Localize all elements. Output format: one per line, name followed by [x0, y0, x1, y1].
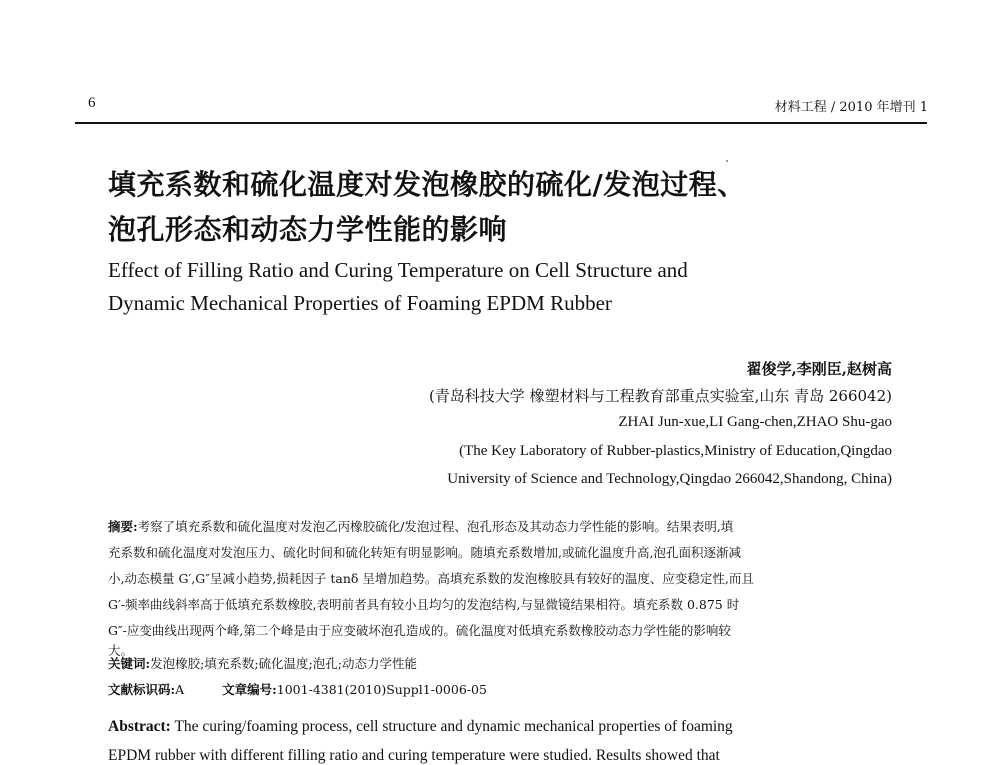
- title-en-line-2: Dynamic Mechanical Properties of Foaming EPDM Rubber: [108, 291, 612, 315]
- abstract-cn-line-1: [108, 517, 733, 535]
- header-rule: [75, 122, 927, 124]
- abstract-en-line-1: [108, 718, 733, 736]
- keywords-text: 发泡橡胶;填充系数;硫化温度;泡孔;动态力学性能: [150, 656, 417, 671]
- page-number: 6: [88, 95, 96, 111]
- affiliation-en-line-1: (The Key Laboratory of Rubber-plastics,Ministry of Education,Qingdao: [459, 443, 892, 459]
- scan-speck: [726, 160, 728, 162]
- document-codes: [108, 680, 487, 698]
- abstract-cn-line-5: G″-应变曲线出现两个峰,第二个峰是由于应变破坏泡孔造成的。硫化温度对低填充系数橡胶动态力学性能的影响较: [108, 623, 731, 638]
- authors-cn: 翟俊学,李刚臣,赵树高: [746, 360, 892, 378]
- abstract-cn-line-3: 小,动态模量 G′,G″呈减小趋势,损耗因子 tanδ 呈增加趋势。高填充系数的发泡橡胶具有较好的温度、应变稳定性,而且: [108, 571, 754, 586]
- abstract-cn-line-2: 充系数和硫化温度对发泡压力、硫化时间和硫化转矩有明显影响。随填充系数增加,或硫化温度升高,泡孔面积逐渐减: [108, 545, 741, 560]
- title-cn-line-1: 填充系数和硫化温度对发泡橡胶的硫化/发泡过程、: [108, 168, 746, 201]
- doc-code-label: 文献标识码:: [108, 682, 176, 697]
- abstract-cn-line-6: 大。: [108, 643, 134, 658]
- title-cn-line-2: 泡孔形态和动态力学性能的影响: [108, 213, 508, 246]
- affiliation-en-line-2: University of Science and Technology,Qingdao 266042,Shandong, China): [447, 471, 892, 487]
- abstract-cn-text: 考察了填充系数和硫化温度对发泡乙丙橡胶硫化/发泡过程、泡孔形态及其动态力学性能的影响。结果表明,填: [137, 519, 734, 534]
- keywords: [108, 654, 417, 672]
- article-no-label: 文章编号:: [222, 682, 277, 697]
- title-en-line-1: Effect of Filling Ratio and Curing Temperature on Cell Structure and: [108, 258, 688, 282]
- doc-code-value: A: [175, 682, 185, 697]
- article-no-value: 1001-4381(2010)Suppl1-0006-05: [276, 682, 487, 697]
- affiliation-cn: (青岛科技大学 橡塑材料与工程教育部重点实验室,山东 青岛 266042): [428, 387, 892, 405]
- abstract-cn-label: 摘要:: [108, 519, 138, 534]
- abstract-cn-line-4: G′-频率曲线斜率高于低填充系数橡胶,表明前者具有较小且均匀的发泡结构,与显微镜结果相符。填充系数 0.875 时: [108, 597, 740, 612]
- keywords-label: 关键词:: [108, 656, 151, 671]
- abstract-en-text: The curing/foaming process, cell structure and dynamic mechanical properties of foaming: [174, 718, 733, 735]
- abstract-en-label: Abstract:: [108, 718, 171, 735]
- abstract-en-line-2: EPDM rubber with different filling ratio and curing temperature were studied. Results showed that: [108, 747, 720, 764]
- authors-en: ZHAI Jun-xue,LI Gang-chen,ZHAO Shu-gao: [618, 414, 892, 430]
- journal-header: 材料工程 / 2010 年增刊 1: [774, 100, 928, 115]
